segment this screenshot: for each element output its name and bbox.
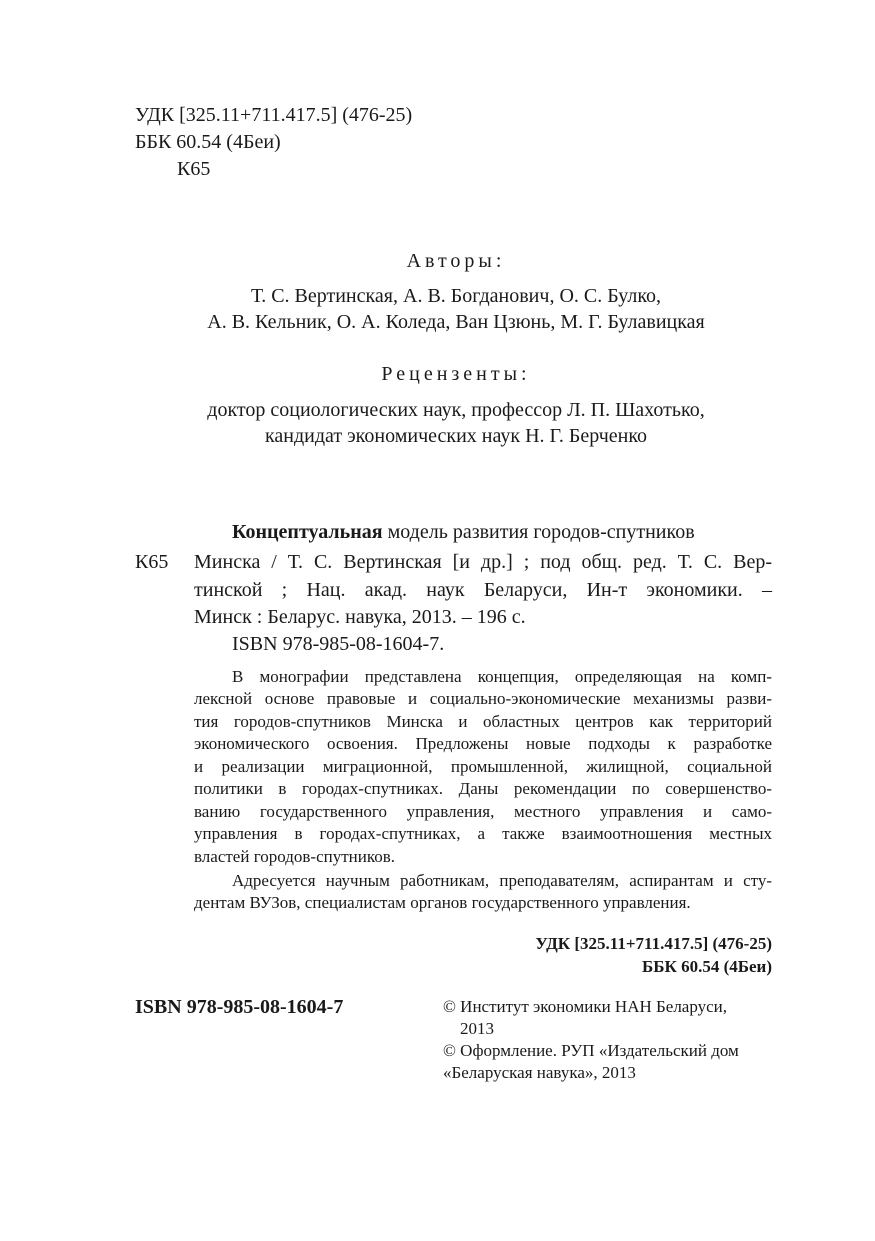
abstract-line: ванию государственного управления, местного управления и само- xyxy=(194,802,772,821)
isbn: ISBN 978-985-08-1604-7 xyxy=(135,996,344,1018)
audience-line: Адресуется научным работникам, преподавателям, аспирантам и сту- xyxy=(232,871,772,890)
reviewers-line-1: доктор социологических наук, профессор Л. П. Шахотько, xyxy=(207,399,705,421)
abstract-line: тия городов-спутников Минска и областных центров как территорий xyxy=(194,712,772,731)
reviewers-line-2: кандидат экономических наук Н. Г. Берченко xyxy=(264,425,648,447)
audience-line: дентам ВУЗов, специалистам органов государственного управления. xyxy=(194,893,691,912)
bbk-code: ББК 60.54 (4Беи) xyxy=(135,131,281,153)
authors-line-1: Т. С. Вертинская, А. В. Богданович, О. С. Булко, xyxy=(250,285,662,307)
bib-isbn: ISBN 978-985-08-1604-7. xyxy=(232,633,445,655)
bib-line-3: тинской ; Нац. акад. наук Беларуси, Ин-т экономики. – xyxy=(194,579,772,601)
book-title: Концептуальная xyxy=(232,521,383,543)
abstract-line: экономического освоения. Предложены новые подходы к разработке xyxy=(194,734,772,753)
bib-author-mark: К65 xyxy=(135,551,169,573)
copyright-1-line-1: © Институт экономики НАН Беларуси, xyxy=(443,997,728,1016)
abstract-line: политики в городах-спутниках. Даны рекомендации по совершенство- xyxy=(194,779,772,798)
copyright-2-line-1: © Оформление. РУП «Издательский дом xyxy=(443,1041,739,1060)
copyright-2-line-2: «Беларуская навука», 2013 xyxy=(443,1063,636,1082)
footer-udk: УДК [325.11+711.417.5] (476-25) xyxy=(535,934,772,953)
abstract-line: властей городов-спутников. xyxy=(194,847,396,866)
authors-line-2: А. В. Кельник, О. А. Коледа, Ван Цзюнь, М. Г. Булавицкая xyxy=(207,311,705,333)
bib-line-1 xyxy=(232,519,695,545)
udk-code: УДК [325.11+711.417.5] (476-25) xyxy=(135,104,413,126)
abstract-line: В монографии представлена концепция, определяющая на комп- xyxy=(232,667,772,686)
abstract-line: и реализации миграционной, промышленной, жилищной, социальной xyxy=(194,757,772,776)
footer-bbk: ББК 60.54 (4Беи) xyxy=(642,957,772,976)
bib-line-2: Минска / Т. С. Вертинская [и др.] ; под общ. ред. Т. С. Вер- xyxy=(194,551,772,573)
author-mark: К65 xyxy=(177,158,211,180)
book-title-rest: модель развития городов-спутников xyxy=(387,521,695,543)
reviewers-heading: Рецензенты: xyxy=(381,363,531,385)
copyright-1-line-2: 2013 xyxy=(460,1019,494,1038)
bib-line-4: Минск : Беларус. навука, 2013. – 196 с. xyxy=(194,606,526,628)
abstract-line: управления в городах-спутниках, а также взаимоотношения местных xyxy=(194,824,772,843)
authors-heading: Авторы: xyxy=(406,250,506,272)
abstract-line: лексной основе правовые и социально-экономические механизмы разви- xyxy=(194,689,772,708)
